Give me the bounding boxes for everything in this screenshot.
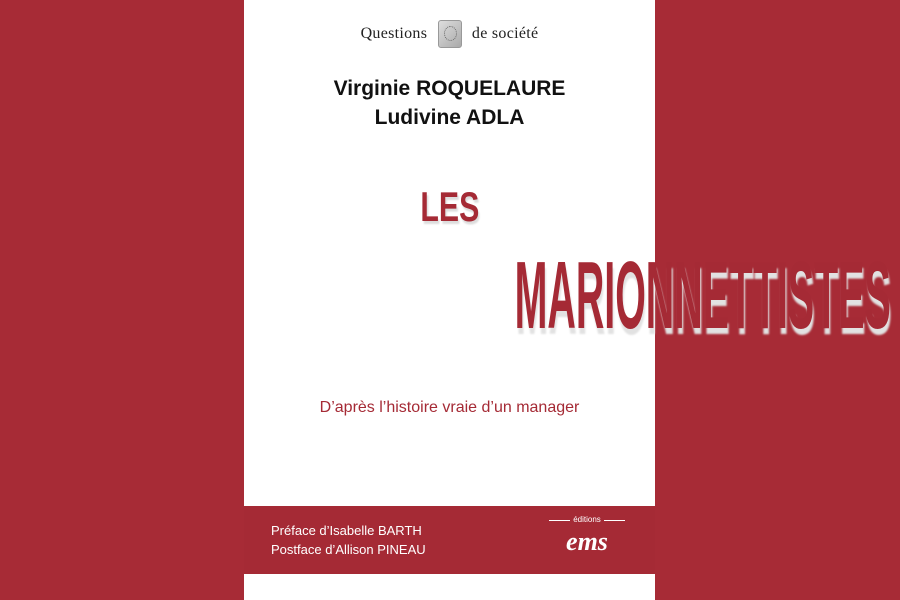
publisher-label: éditions	[549, 514, 625, 526]
author-name: Virginie ROQUELAURE	[333, 77, 566, 100]
publisher-logo	[549, 514, 625, 558]
title-text: LES	[420, 183, 479, 230]
title-text: MARIONNETTISTES	[514, 242, 891, 349]
author-name: Ludivine ADLA	[374, 106, 525, 129]
book-cover	[244, 0, 891, 600]
crest-logo-icon	[438, 20, 462, 48]
series-label-left: Questions	[360, 25, 428, 42]
title-line-1	[244, 182, 655, 232]
credits	[271, 521, 426, 559]
postface-credit: Postface d’Allison PINEAU	[271, 542, 426, 557]
series-name	[244, 20, 655, 48]
series-label-right: de société	[471, 25, 539, 42]
preface-credit: Préface d’Isabelle BARTH	[271, 523, 422, 538]
footer-band	[244, 506, 655, 574]
authors	[244, 74, 655, 132]
title-line-2	[244, 240, 891, 352]
subtitle: D’après l’histoire vraie d’un manager	[319, 399, 580, 416]
publisher-name: ems	[566, 527, 608, 556]
